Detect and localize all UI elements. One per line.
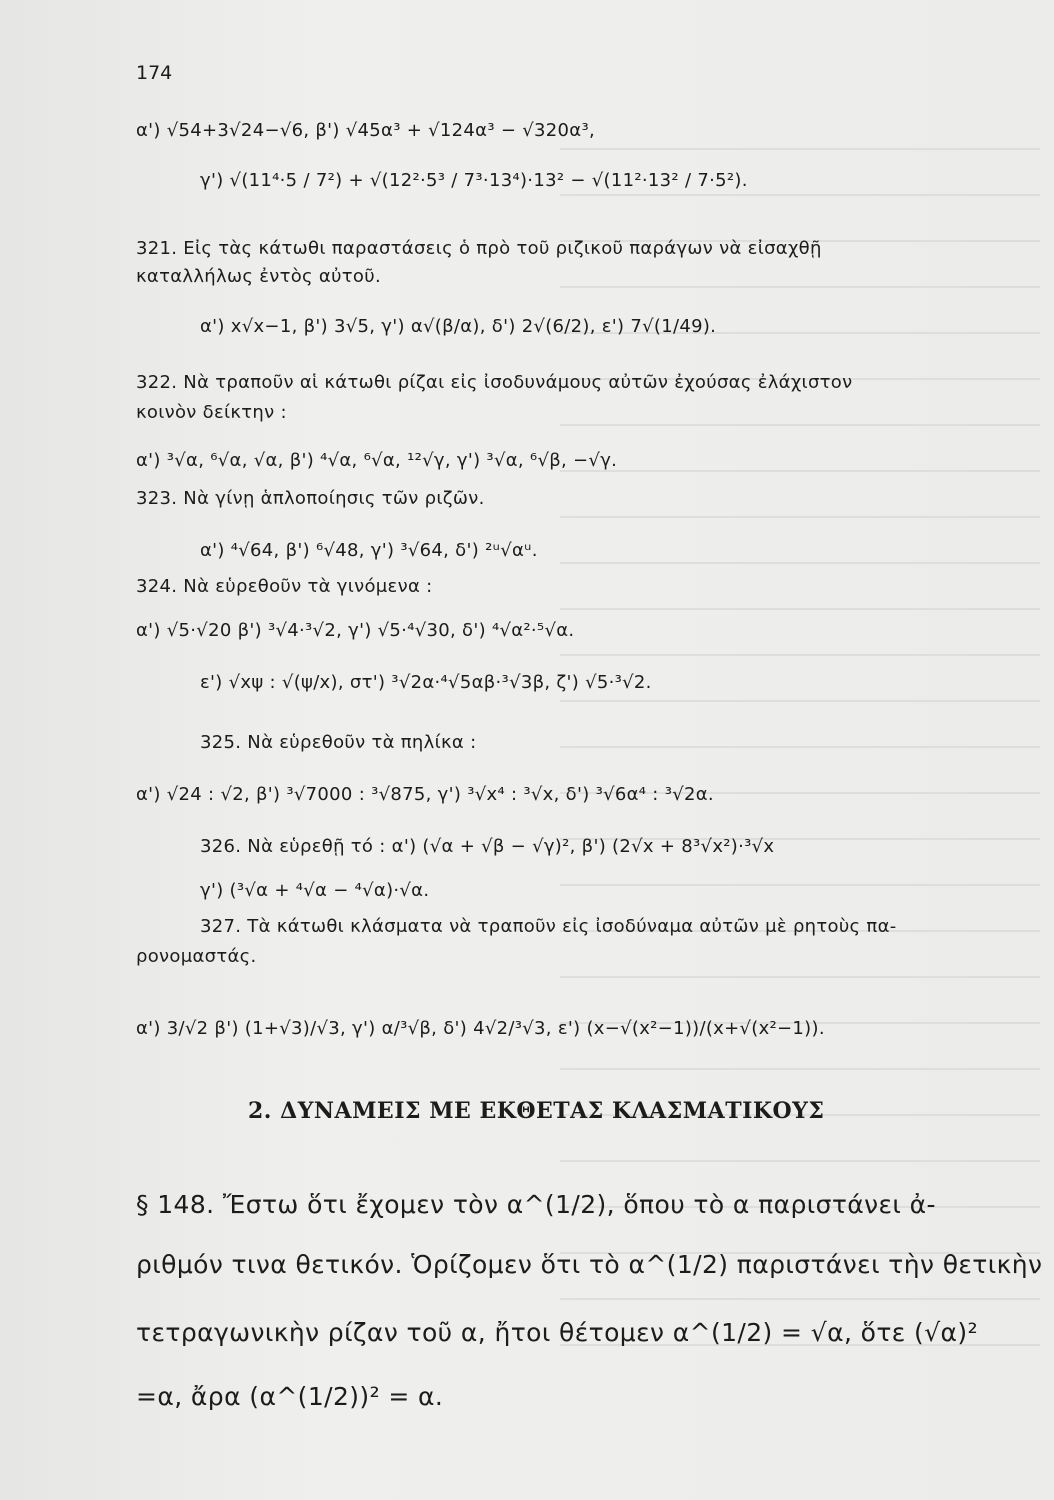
exercise-line: γ') √(11⁴·5 / 7²) + √(12²·5³ / 7³·13⁴)·13² − √(11²·13² / 7·5²). <box>200 170 748 191</box>
exercise-line: α') ⁴√64, β') ⁶√48, γ') ³√64, δ') ²ᵘ√αᵘ. <box>200 540 538 561</box>
exercise-line: γ') (³√α + ⁴√α − ⁴√α)·√α. <box>200 880 430 901</box>
exercise-line: α') √54+3√24−√6, β') √45α³ + √124α³ − √320α³, <box>136 120 596 141</box>
page-number: 174 <box>136 62 173 84</box>
exercise-line: α') √5·√20 β') ³√4·³√2, γ') √5·⁴√30, δ') ⁴√α²·⁵√α. <box>136 620 575 641</box>
exercise-line: ε') √xψ : √(ψ/x), στ') ³√2α·⁴√5αβ·³√3β, ζ') √5·³√2. <box>200 672 652 693</box>
exercise-line: α') ³√α, ⁶√α, √α, β') ⁴√α, ⁶√α, ¹²√γ, γ') ³√α, ⁶√β, −√γ. <box>136 450 618 471</box>
exercise-line: α') √24 : √2, β') ³√7000 : ³√875, γ') ³√x⁴ : ³√x, δ') ³√6α⁴ : ³√2α. <box>136 784 714 805</box>
section-heading: 2. ΔΥΝΑΜΕΙΣ ΜΕ ΕΚΘΕΤΑΣ ΚΛΑΣΜΑΤΙΚΟΥΣ <box>248 1098 825 1124</box>
exercise-line: 324. Νὰ εὑρεθοῦν τὰ γινόμενα : <box>136 576 433 597</box>
exercise-line: 323. Νὰ γίνῃ ἁπλοποίησις τῶν ριζῶν. <box>136 488 485 509</box>
paragraph-line: ριθμόν τινα θετικόν. Ὁρίζομεν ὅτι τὸ α^(1/2) παριστάνει τὴν θετικὴν <box>136 1250 1043 1279</box>
exercise-line: 325. Νὰ εὑρεθοῦν τὰ πηλίκα : <box>200 732 477 753</box>
exercise-line: α') x√x−1, β') 3√5, γ') α√(β/α), δ') 2√(6/2), ε') 7√(1/49). <box>200 316 717 337</box>
exercise-line: 321. Εἰς τὰς κάτωθι παραστάσεις ὁ πρὸ τοῦ ριζικοῦ παράγων νὰ εἰσαχθῇ <box>136 238 822 259</box>
exercise-line: 326. Νὰ εὑρεθῇ τό : α') (√α + √β − √γ)², β') (2√x + 8³√x²)·³√x <box>200 836 775 857</box>
exercise-line: καταλλήλως ἐντὸς αὐτοῦ. <box>136 266 381 287</box>
exercise-line: κοινὸν δείκτην : <box>136 402 287 423</box>
paragraph-line: =α, ἄρα (α^(1/2))² = α. <box>136 1382 444 1411</box>
paragraph-line: § 148. Ἔστω ὅτι ἔχομεν τὸν α^(1/2), ὅπου τὸ α παριστάνει ἀ- <box>136 1190 936 1219</box>
exercise-line: 327. Τὰ κάτωθι κλάσματα νὰ τραποῦν εἰς ἰσοδύναμα αὐτῶν μὲ ρητοὺς πα- <box>200 916 897 937</box>
paragraph-line: τετραγωνικὴν ρίζαν τοῦ α, ἤτοι θέτομεν α^(1/2) = √α, ὅτε (√α)² <box>136 1318 978 1347</box>
exercise-line: 322. Νὰ τραποῦν αἱ κάτωθι ρίζαι εἰς ἰσοδυνάμους αὐτῶν ἐχούσας ἐλάχιστον <box>136 372 853 393</box>
exercise-line: α') 3/√2 β') (1+√3)/√3, γ') α/³√β, δ') 4√2/³√3, ε') (x−√(x²−1))/(x+√(x²−1)). <box>136 1018 825 1039</box>
exercise-line: ρονομαστάς. <box>136 946 257 967</box>
